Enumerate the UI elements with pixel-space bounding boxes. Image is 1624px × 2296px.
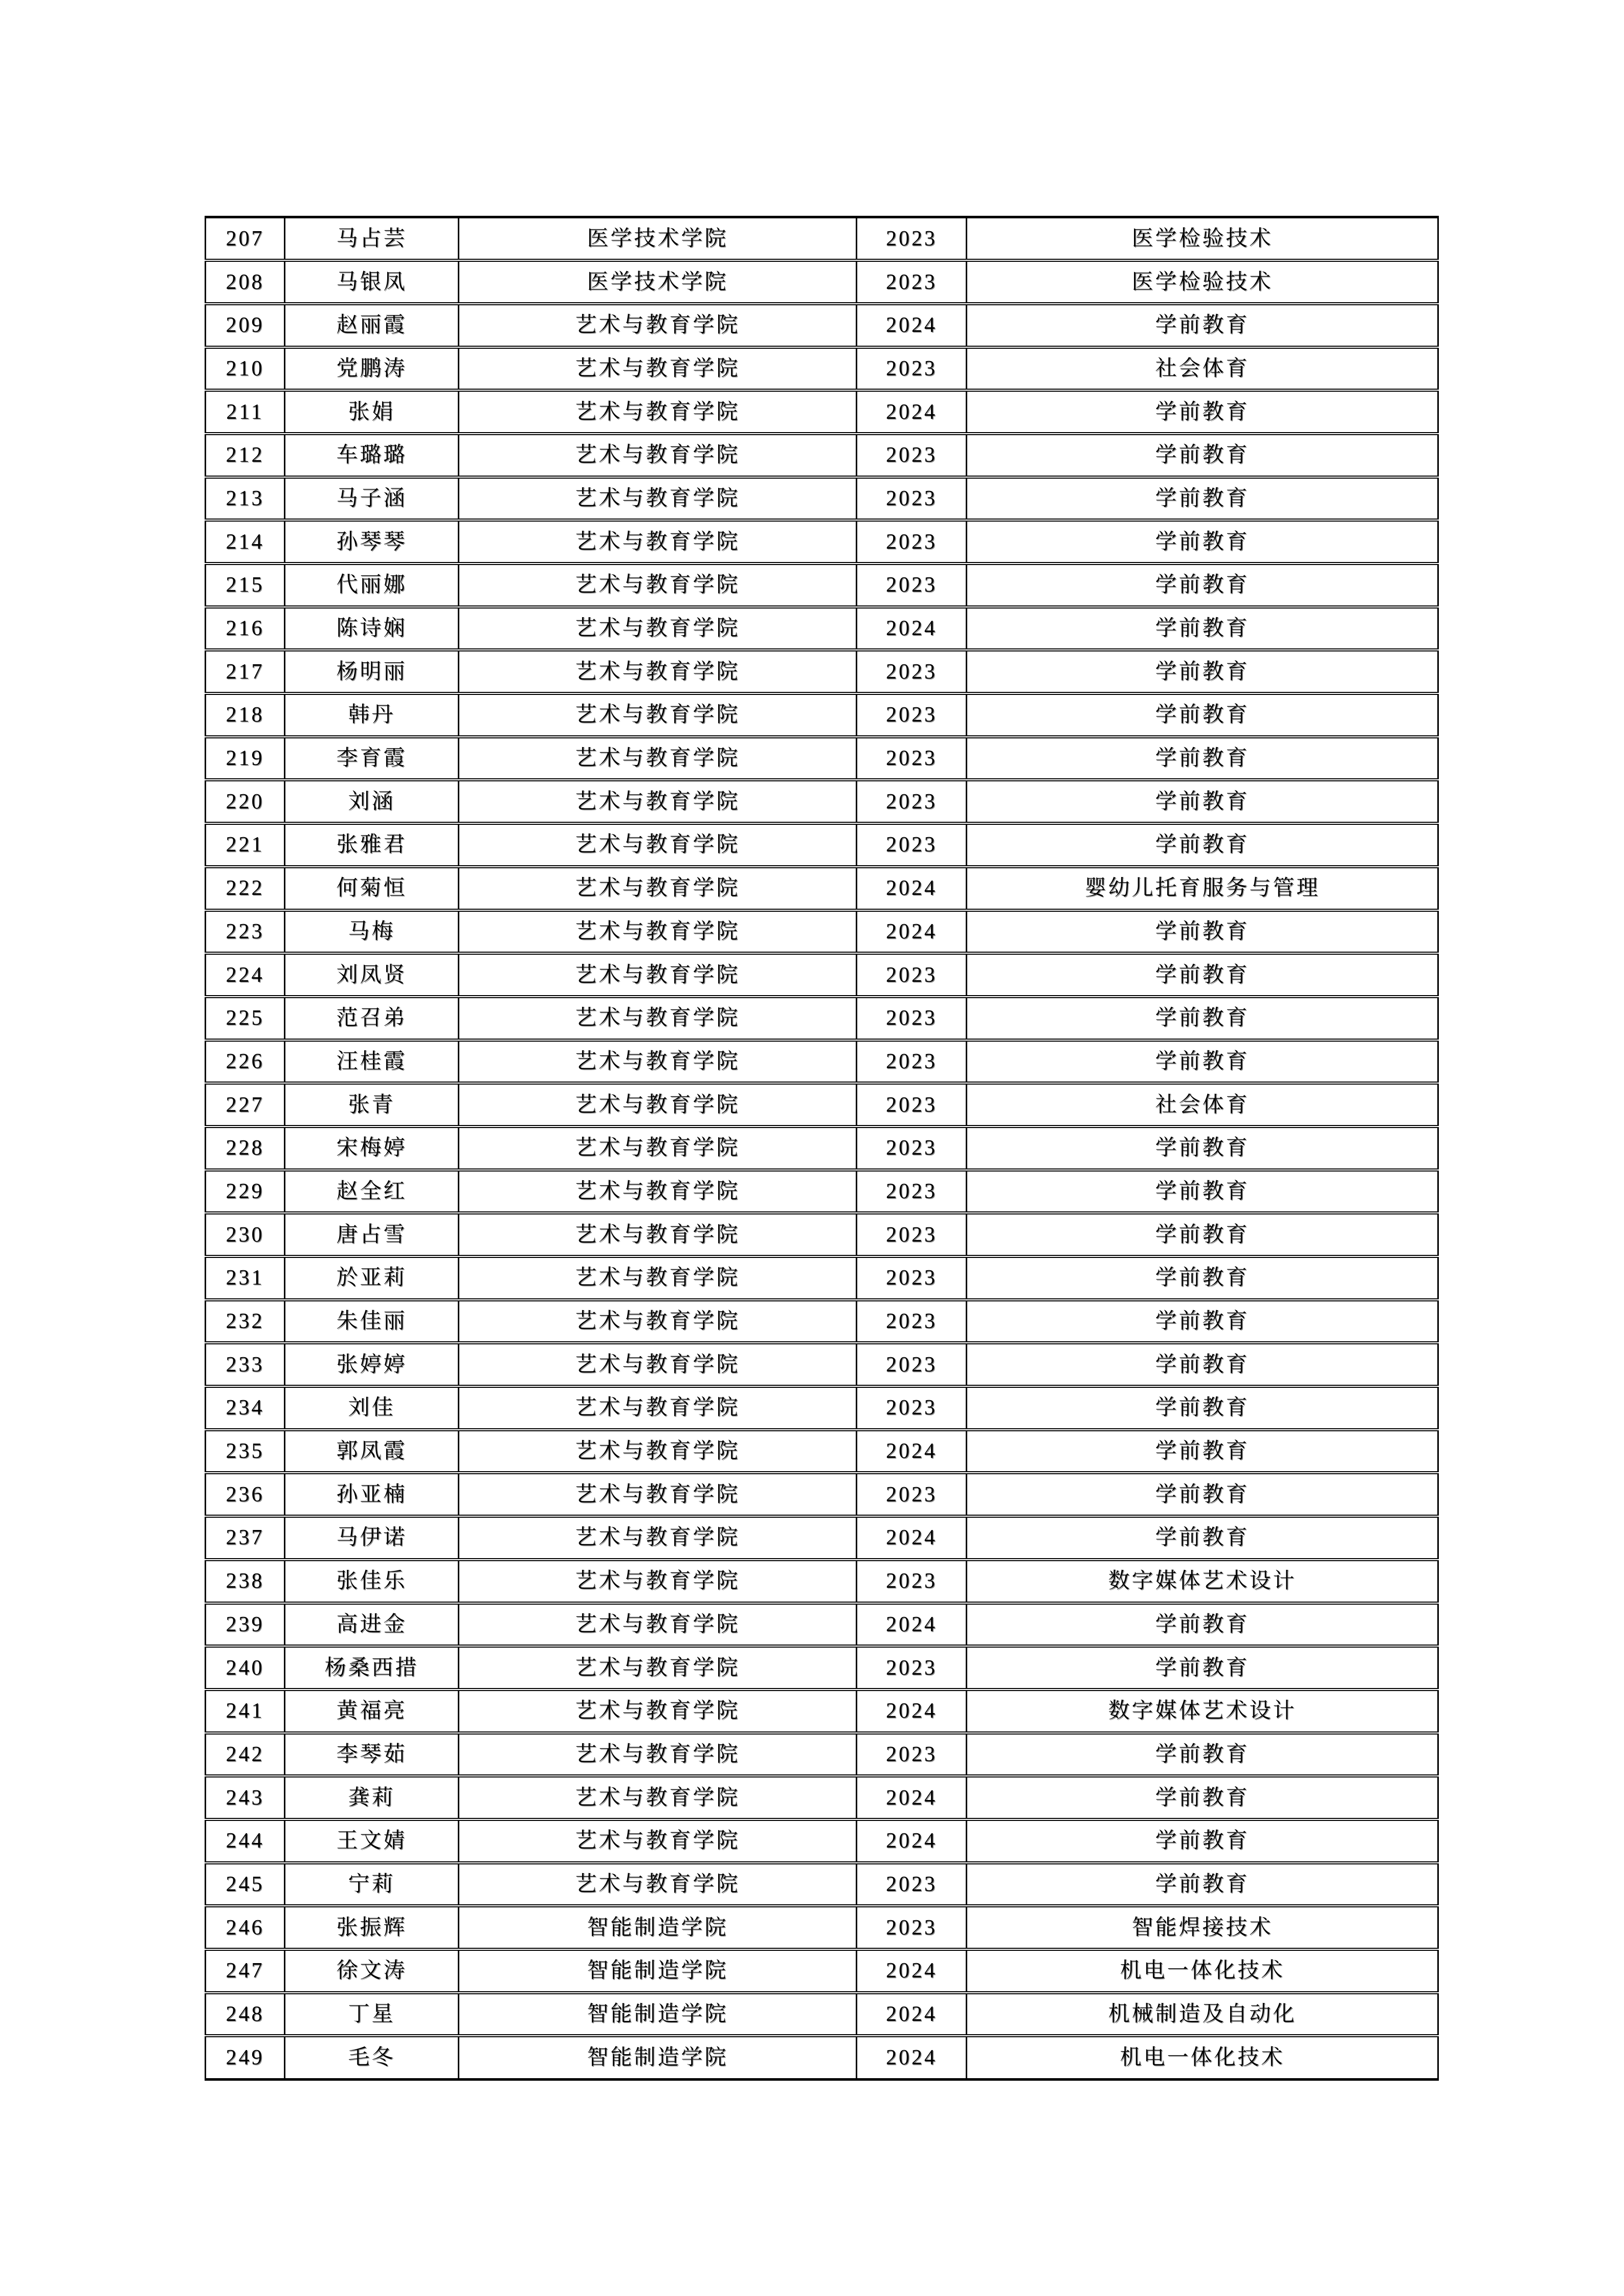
cell-major: 学前教育 xyxy=(967,434,1438,477)
cell-year: 2023 xyxy=(857,1170,967,1213)
cell-college: 艺术与教育学院 xyxy=(459,304,857,347)
cell-college: 艺术与教育学院 xyxy=(459,1560,857,1603)
table-row xyxy=(206,1343,1438,1386)
cell-year: 2023 xyxy=(857,1906,967,1949)
cell-major: 学前教育 xyxy=(967,1819,1438,1863)
cell-major: 学前教育 xyxy=(967,1430,1438,1473)
cell-year: 2023 xyxy=(857,520,967,564)
table-row xyxy=(206,1386,1438,1430)
table-row xyxy=(206,607,1438,650)
cell-college: 智能制造学院 xyxy=(459,2036,857,2079)
table-row xyxy=(206,910,1438,954)
cell-major: 学前教育 xyxy=(967,520,1438,564)
cell-year: 2024 xyxy=(857,1776,967,1819)
cell-year: 2023 xyxy=(857,1473,967,1516)
cell-year: 2023 xyxy=(857,1343,967,1386)
cell-name: 徐文涛 xyxy=(285,1949,459,1993)
cell-name: 赵全红 xyxy=(285,1170,459,1213)
cell-year: 2023 xyxy=(857,564,967,607)
cell-year: 2024 xyxy=(857,1430,967,1473)
cell-major: 智能焊接技术 xyxy=(967,1906,1438,1949)
cell-year: 2023 xyxy=(857,953,967,997)
cell-number: 249 xyxy=(206,2036,285,2079)
cell-major: 学前教育 xyxy=(967,780,1438,823)
cell-year: 2024 xyxy=(857,910,967,954)
cell-name: 龚莉 xyxy=(285,1776,459,1819)
cell-year: 2024 xyxy=(857,1603,967,1647)
cell-number: 229 xyxy=(206,1170,285,1213)
table-row xyxy=(206,1776,1438,1819)
cell-number: 243 xyxy=(206,1776,285,1819)
cell-year: 2023 xyxy=(857,1040,967,1084)
table-row xyxy=(206,867,1438,910)
cell-college: 艺术与教育学院 xyxy=(459,737,857,780)
cell-college: 艺术与教育学院 xyxy=(459,1083,857,1127)
cell-year: 2023 xyxy=(857,1300,967,1343)
cell-number: 239 xyxy=(206,1603,285,1647)
cell-year: 2023 xyxy=(857,1560,967,1603)
cell-number: 242 xyxy=(206,1733,285,1776)
cell-year: 2024 xyxy=(857,1993,967,2036)
cell-year: 2023 xyxy=(857,347,967,391)
cell-year: 2024 xyxy=(857,607,967,650)
cell-major: 学前教育 xyxy=(967,910,1438,954)
table-row xyxy=(206,1646,1438,1690)
table-row xyxy=(206,1690,1438,1733)
cell-year: 2024 xyxy=(857,2036,967,2079)
table-row xyxy=(206,1170,1438,1213)
cell-year: 2024 xyxy=(857,1690,967,1733)
cell-college: 艺术与教育学院 xyxy=(459,1473,857,1516)
table-row xyxy=(206,520,1438,564)
cell-major: 学前教育 xyxy=(967,693,1438,737)
table-row xyxy=(206,434,1438,477)
cell-major: 数字媒体艺术设计 xyxy=(967,1560,1438,1603)
table-row xyxy=(206,1083,1438,1127)
cell-number: 231 xyxy=(206,1256,285,1300)
cell-major: 学前教育 xyxy=(967,390,1438,434)
cell-major: 机电一体化技术 xyxy=(967,2036,1438,2079)
cell-college: 艺术与教育学院 xyxy=(459,1127,857,1170)
cell-major: 学前教育 xyxy=(967,650,1438,693)
cell-college: 艺术与教育学院 xyxy=(459,1430,857,1473)
table-row xyxy=(206,1603,1438,1647)
cell-major: 机械制造及自动化 xyxy=(967,1993,1438,2036)
cell-name: 於亚莉 xyxy=(285,1256,459,1300)
cell-number: 225 xyxy=(206,997,285,1040)
table-row xyxy=(206,260,1438,304)
cell-college: 艺术与教育学院 xyxy=(459,607,857,650)
cell-year: 2024 xyxy=(857,1819,967,1863)
table-row xyxy=(206,2036,1438,2079)
cell-number: 211 xyxy=(206,390,285,434)
cell-name: 马伊诺 xyxy=(285,1516,459,1560)
cell-number: 237 xyxy=(206,1516,285,1560)
cell-college: 艺术与教育学院 xyxy=(459,1776,857,1819)
table-row xyxy=(206,693,1438,737)
cell-major: 社会体育 xyxy=(967,347,1438,391)
cell-major: 学前教育 xyxy=(967,997,1438,1040)
cell-number: 226 xyxy=(206,1040,285,1084)
cell-number: 209 xyxy=(206,304,285,347)
cell-college: 艺术与教育学院 xyxy=(459,1646,857,1690)
cell-year: 2023 xyxy=(857,1863,967,1906)
cell-name: 刘佳 xyxy=(285,1386,459,1430)
cell-number: 213 xyxy=(206,477,285,521)
cell-major: 学前教育 xyxy=(967,304,1438,347)
cell-name: 马银凤 xyxy=(285,260,459,304)
cell-year: 2023 xyxy=(857,997,967,1040)
table-row xyxy=(206,1040,1438,1084)
cell-number: 235 xyxy=(206,1430,285,1473)
cell-name: 张青 xyxy=(285,1083,459,1127)
cell-name: 唐占雪 xyxy=(285,1213,459,1256)
cell-college: 艺术与教育学院 xyxy=(459,1256,857,1300)
cell-college: 艺术与教育学院 xyxy=(459,1819,857,1863)
cell-major: 学前教育 xyxy=(967,1040,1438,1084)
cell-name: 王文婧 xyxy=(285,1819,459,1863)
cell-name: 张婷婷 xyxy=(285,1343,459,1386)
cell-name: 何菊恒 xyxy=(285,867,459,910)
table-row xyxy=(206,390,1438,434)
cell-major: 婴幼儿托育服务与管理 xyxy=(967,867,1438,910)
cell-major: 学前教育 xyxy=(967,1863,1438,1906)
cell-name: 马占芸 xyxy=(285,217,459,261)
cell-college: 艺术与教育学院 xyxy=(459,953,857,997)
table-row xyxy=(206,1906,1438,1949)
table-row xyxy=(206,997,1438,1040)
table-row xyxy=(206,1473,1438,1516)
cell-name: 孙亚楠 xyxy=(285,1473,459,1516)
cell-number: 241 xyxy=(206,1690,285,1733)
cell-major: 学前教育 xyxy=(967,1300,1438,1343)
cell-year: 2023 xyxy=(857,1733,967,1776)
cell-college: 艺术与教育学院 xyxy=(459,997,857,1040)
cell-college: 智能制造学院 xyxy=(459,1993,857,2036)
cell-college: 艺术与教育学院 xyxy=(459,650,857,693)
cell-name: 毛冬 xyxy=(285,2036,459,2079)
table-row xyxy=(206,1127,1438,1170)
cell-major: 学前教育 xyxy=(967,1170,1438,1213)
cell-number: 232 xyxy=(206,1300,285,1343)
cell-year: 2024 xyxy=(857,390,967,434)
cell-number: 236 xyxy=(206,1473,285,1516)
table-row xyxy=(206,564,1438,607)
cell-number: 227 xyxy=(206,1083,285,1127)
cell-name: 朱佳丽 xyxy=(285,1300,459,1343)
cell-college: 艺术与教育学院 xyxy=(459,780,857,823)
cell-number: 221 xyxy=(206,823,285,867)
cell-college: 艺术与教育学院 xyxy=(459,1040,857,1084)
cell-name: 杨明丽 xyxy=(285,650,459,693)
cell-year: 2023 xyxy=(857,1127,967,1170)
cell-year: 2023 xyxy=(857,434,967,477)
cell-year: 2024 xyxy=(857,304,967,347)
cell-name: 代丽娜 xyxy=(285,564,459,607)
cell-number: 223 xyxy=(206,910,285,954)
cell-number: 218 xyxy=(206,693,285,737)
table-row xyxy=(206,1733,1438,1776)
table-row xyxy=(206,1863,1438,1906)
cell-major: 学前教育 xyxy=(967,1603,1438,1647)
cell-name: 范召弟 xyxy=(285,997,459,1040)
cell-number: 210 xyxy=(206,347,285,391)
cell-year: 2024 xyxy=(857,1949,967,1993)
cell-major: 学前教育 xyxy=(967,823,1438,867)
table-row xyxy=(206,1993,1438,2036)
table-row xyxy=(206,823,1438,867)
cell-major: 医学检验技术 xyxy=(967,217,1438,261)
cell-name: 马子涵 xyxy=(285,477,459,521)
cell-name: 高进金 xyxy=(285,1603,459,1647)
cell-number: 246 xyxy=(206,1906,285,1949)
cell-number: 222 xyxy=(206,867,285,910)
cell-major: 学前教育 xyxy=(967,1213,1438,1256)
cell-major: 数字媒体艺术设计 xyxy=(967,1690,1438,1733)
table-row xyxy=(206,1560,1438,1603)
cell-number: 233 xyxy=(206,1343,285,1386)
cell-major: 学前教育 xyxy=(967,477,1438,521)
cell-year: 2023 xyxy=(857,1386,967,1430)
student-roster-table-body xyxy=(206,217,1438,2080)
cell-year: 2023 xyxy=(857,1213,967,1256)
cell-major: 学前教育 xyxy=(967,1776,1438,1819)
cell-year: 2023 xyxy=(857,737,967,780)
cell-year: 2023 xyxy=(857,260,967,304)
cell-name: 张佳乐 xyxy=(285,1560,459,1603)
cell-year: 2023 xyxy=(857,823,967,867)
cell-name: 赵丽霞 xyxy=(285,304,459,347)
cell-college: 艺术与教育学院 xyxy=(459,390,857,434)
table-row xyxy=(206,953,1438,997)
cell-college: 艺术与教育学院 xyxy=(459,867,857,910)
student-roster-table xyxy=(205,216,1439,2081)
cell-college: 医学技术学院 xyxy=(459,217,857,261)
cell-college: 医学技术学院 xyxy=(459,260,857,304)
cell-name: 马梅 xyxy=(285,910,459,954)
cell-number: 228 xyxy=(206,1127,285,1170)
cell-year: 2024 xyxy=(857,867,967,910)
cell-major: 学前教育 xyxy=(967,1386,1438,1430)
cell-number: 208 xyxy=(206,260,285,304)
cell-year: 2023 xyxy=(857,477,967,521)
cell-college: 智能制造学院 xyxy=(459,1906,857,1949)
cell-year: 2023 xyxy=(857,650,967,693)
cell-college: 艺术与教育学院 xyxy=(459,520,857,564)
cell-major: 学前教育 xyxy=(967,564,1438,607)
cell-college: 艺术与教育学院 xyxy=(459,693,857,737)
cell-number: 215 xyxy=(206,564,285,607)
cell-name: 刘凤贤 xyxy=(285,953,459,997)
table-row xyxy=(206,1213,1438,1256)
table-row xyxy=(206,217,1438,261)
cell-major: 学前教育 xyxy=(967,1733,1438,1776)
cell-name: 杨桑西措 xyxy=(285,1646,459,1690)
table-row xyxy=(206,1430,1438,1473)
table-row xyxy=(206,1949,1438,1993)
cell-number: 247 xyxy=(206,1949,285,1993)
cell-name: 张娟 xyxy=(285,390,459,434)
cell-number: 244 xyxy=(206,1819,285,1863)
cell-major: 医学检验技术 xyxy=(967,260,1438,304)
cell-name: 刘涵 xyxy=(285,780,459,823)
cell-name: 张振辉 xyxy=(285,1906,459,1949)
cell-college: 艺术与教育学院 xyxy=(459,1170,857,1213)
cell-major: 学前教育 xyxy=(967,1473,1438,1516)
cell-year: 2023 xyxy=(857,1083,967,1127)
cell-major: 学前教育 xyxy=(967,1256,1438,1300)
table-row xyxy=(206,1516,1438,1560)
cell-major: 学前教育 xyxy=(967,1127,1438,1170)
table-row xyxy=(206,650,1438,693)
cell-college: 艺术与教育学院 xyxy=(459,347,857,391)
cell-college: 艺术与教育学院 xyxy=(459,1386,857,1430)
table-row xyxy=(206,477,1438,521)
table-row xyxy=(206,304,1438,347)
table-row xyxy=(206,1256,1438,1300)
cell-college: 智能制造学院 xyxy=(459,1949,857,1993)
cell-name: 黄福亮 xyxy=(285,1690,459,1733)
cell-college: 艺术与教育学院 xyxy=(459,1516,857,1560)
cell-college: 艺术与教育学院 xyxy=(459,1213,857,1256)
cell-college: 艺术与教育学院 xyxy=(459,434,857,477)
cell-year: 2023 xyxy=(857,1646,967,1690)
cell-name: 丁星 xyxy=(285,1993,459,2036)
cell-number: 238 xyxy=(206,1560,285,1603)
cell-number: 248 xyxy=(206,1993,285,2036)
cell-college: 艺术与教育学院 xyxy=(459,1733,857,1776)
cell-number: 207 xyxy=(206,217,285,261)
cell-name: 郭凤霞 xyxy=(285,1430,459,1473)
cell-name: 宁莉 xyxy=(285,1863,459,1906)
table-row xyxy=(206,347,1438,391)
cell-name: 李育霞 xyxy=(285,737,459,780)
cell-year: 2023 xyxy=(857,693,967,737)
cell-name: 韩丹 xyxy=(285,693,459,737)
cell-name: 陈诗娴 xyxy=(285,607,459,650)
cell-college: 艺术与教育学院 xyxy=(459,1690,857,1733)
cell-major: 机电一体化技术 xyxy=(967,1949,1438,1993)
cell-number: 220 xyxy=(206,780,285,823)
cell-name: 汪桂霞 xyxy=(285,1040,459,1084)
cell-major: 学前教育 xyxy=(967,1343,1438,1386)
cell-college: 艺术与教育学院 xyxy=(459,910,857,954)
cell-name: 孙琴琴 xyxy=(285,520,459,564)
cell-college: 艺术与教育学院 xyxy=(459,1300,857,1343)
cell-major: 学前教育 xyxy=(967,1646,1438,1690)
cell-number: 216 xyxy=(206,607,285,650)
cell-number: 212 xyxy=(206,434,285,477)
cell-major: 学前教育 xyxy=(967,953,1438,997)
cell-name: 张雅君 xyxy=(285,823,459,867)
table-row xyxy=(206,780,1438,823)
cell-number: 219 xyxy=(206,737,285,780)
table-row xyxy=(206,737,1438,780)
cell-college: 艺术与教育学院 xyxy=(459,1863,857,1906)
cell-college: 艺术与教育学院 xyxy=(459,564,857,607)
cell-major: 学前教育 xyxy=(967,737,1438,780)
cell-major: 学前教育 xyxy=(967,607,1438,650)
cell-number: 224 xyxy=(206,953,285,997)
cell-year: 2023 xyxy=(857,217,967,261)
cell-number: 230 xyxy=(206,1213,285,1256)
cell-number: 234 xyxy=(206,1386,285,1430)
cell-college: 艺术与教育学院 xyxy=(459,477,857,521)
cell-year: 2023 xyxy=(857,1256,967,1300)
cell-name: 车璐璐 xyxy=(285,434,459,477)
table-row xyxy=(206,1819,1438,1863)
cell-major: 学前教育 xyxy=(967,1516,1438,1560)
cell-number: 240 xyxy=(206,1646,285,1690)
cell-number: 214 xyxy=(206,520,285,564)
cell-name: 宋梅婷 xyxy=(285,1127,459,1170)
cell-college: 艺术与教育学院 xyxy=(459,1343,857,1386)
cell-college: 艺术与教育学院 xyxy=(459,823,857,867)
table-row xyxy=(206,1300,1438,1343)
cell-year: 2023 xyxy=(857,780,967,823)
cell-year: 2024 xyxy=(857,1516,967,1560)
cell-major: 社会体育 xyxy=(967,1083,1438,1127)
cell-number: 245 xyxy=(206,1863,285,1906)
cell-name: 党鹏涛 xyxy=(285,347,459,391)
cell-college: 艺术与教育学院 xyxy=(459,1603,857,1647)
cell-name: 李琴茹 xyxy=(285,1733,459,1776)
cell-number: 217 xyxy=(206,650,285,693)
